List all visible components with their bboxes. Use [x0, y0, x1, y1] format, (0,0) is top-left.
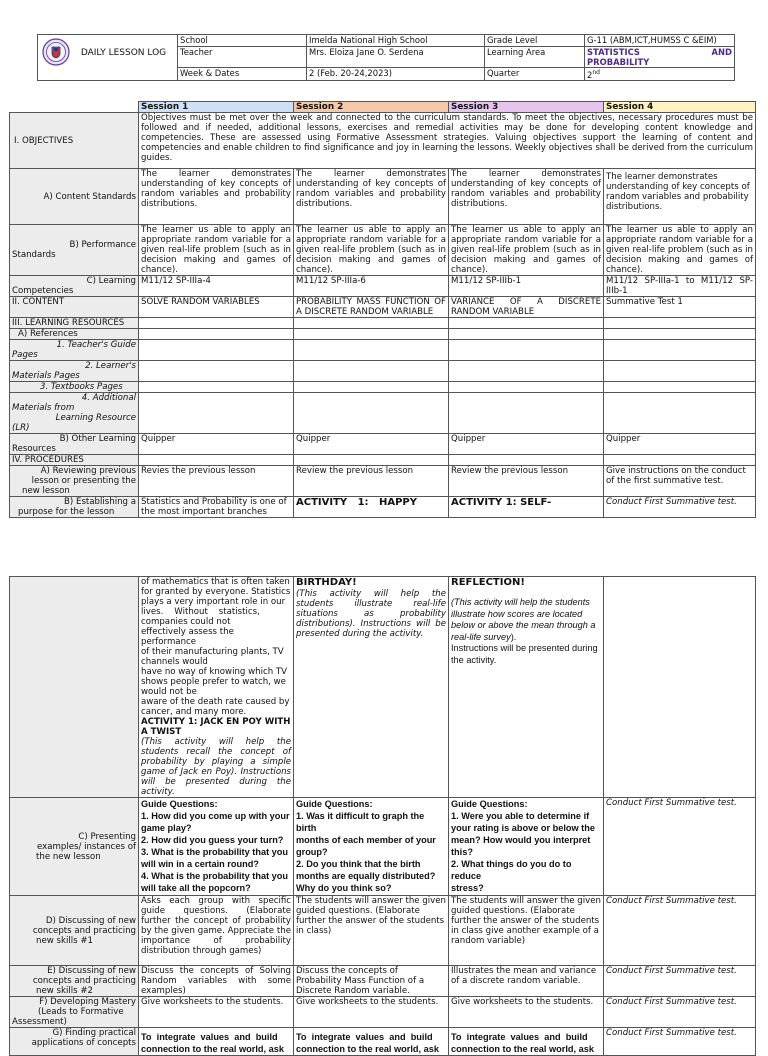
session-2-header: Session 2 — [294, 102, 449, 113]
s1-line: aware of the death rate caused by — [141, 697, 290, 707]
guide-questions-heading: Guide Questions: — [296, 799, 373, 809]
other-resources-s1: Quipper — [139, 434, 294, 455]
finding-applications-s2 — [294, 1028, 449, 1056]
guide-line: months of each member of your — [296, 835, 436, 845]
performance-standards-s4: The learner us able to apply an appropriate random variable for a given real-life problem (such as in decision making and games of chance). — [604, 225, 756, 276]
empty-cell — [139, 329, 294, 340]
guide-line: group? — [296, 847, 328, 857]
guide-line: 3. What is the probability that you — [141, 847, 289, 857]
purpose-continued-s3 — [449, 577, 604, 798]
s1-line: shows people prefer to watch, we — [141, 677, 286, 687]
area-label: Learning Area — [485, 47, 585, 68]
empty-cell — [139, 340, 294, 361]
performance-standards-label — [10, 225, 139, 276]
purpose-continued-s1 — [139, 577, 294, 798]
developing-mastery-s1: Give worksheets to the students. — [139, 997, 294, 1028]
quarter-number: 2 — [587, 69, 593, 80]
discussing-1-s3: The students will answer the given guided questions. (Elaborate further the answer of the students in class give another example of a random variable) — [449, 896, 604, 966]
review-s4: Give instructions on the conduct of the first summative test. — [604, 466, 756, 497]
finding-applications-s4: Conduct First Summative test. — [604, 1028, 756, 1056]
s1-line: of mathematics that is often taken — [141, 577, 290, 587]
developing-mastery-label — [10, 997, 139, 1028]
s3-activity-note-end: ). — [510, 631, 517, 642]
add-line-1: 4. Additional — [81, 393, 136, 403]
empty-cell — [294, 318, 449, 329]
lm-line-2: Materials Pages — [12, 371, 80, 381]
empty-cell — [294, 329, 449, 340]
discussing-2-s4: Conduct First Summative test. — [604, 966, 756, 997]
discussing-2-s3: Illustrates the mean and variance of a discrete random variable. — [449, 966, 604, 997]
discussing-2-s1: Discuss the concepts of Solving Random variables with some examples) — [139, 966, 294, 997]
empty-cell — [139, 382, 294, 393]
s1-line: of their manufacturing plants, TV — [141, 647, 284, 657]
discussing-1-s2: The students will answer the given guided questions. (Elaborate further the answer of the students in class) — [294, 896, 449, 966]
performance-standards-s2: The learner us able to apply an appropriate random variable for a given real-life problem (such as in decision making and games of chance). — [294, 225, 449, 276]
empty-cell — [449, 393, 604, 434]
d1-line-2: concepts and practicing — [32, 925, 136, 936]
s1-line: effectively assess the performance — [141, 627, 234, 647]
presenting-s2 — [294, 798, 449, 896]
performance-label-line-1: B) Performance — [69, 240, 136, 250]
review-line-1: A) Reviewing previous — [40, 466, 136, 476]
empty-cell — [604, 329, 756, 340]
grade-label: Grade Level — [485, 35, 585, 47]
add-line-4: (LR) — [12, 423, 30, 433]
review-line-3: new lesson — [22, 486, 70, 496]
additional-materials-label — [10, 393, 139, 434]
establishing-label — [10, 497, 139, 518]
purpose-line-1: B) Establishing a — [64, 497, 136, 507]
s3-activity-note-wrap — [451, 597, 601, 643]
content-s2: PROBABILITY MASS FUNCTION OF A DISCRETE RANDOM VARIABLE — [294, 297, 449, 318]
grade-value: G-11 (ABM,ICT,HUMSS C &EIM) — [585, 35, 735, 47]
content-label: II. CONTENT — [10, 297, 139, 318]
week-label: Week & Dates — [178, 68, 307, 81]
guide-line: will take all the popcorn? — [141, 883, 251, 893]
competencies-s2: M11/12 SP-IIIa-6 — [294, 276, 449, 297]
week-value: 2 (Feb. 20-24,2023) — [307, 68, 485, 81]
quarter-suffix: nd — [592, 69, 600, 76]
g-text-line-1: To integrate values and build — [141, 1032, 278, 1042]
guide-line: mean? How would you interpret — [451, 835, 591, 845]
purpose-s3: ACTIVITY 1: SELF- — [449, 497, 604, 518]
s3-activity-title: REFLECTION! — [451, 577, 525, 588]
s2-activity-title: BIRTHDAY! — [296, 577, 357, 588]
header-table — [37, 34, 735, 81]
procedures-label: IV. PROCEDURES — [10, 455, 139, 466]
purpose-line-2: purpose for the lesson — [18, 507, 115, 517]
purpose-s4: Conduct First Summative test. — [604, 497, 756, 518]
other-resources-s4: Quipper — [604, 434, 756, 455]
presenting-s4: Conduct First Summative test. — [604, 798, 756, 896]
guide-line: your rating is above or below the — [451, 823, 595, 833]
purpose-continued-s2 — [294, 577, 449, 798]
developing-mastery-s4: Conduct First Summative test. — [604, 997, 756, 1028]
s1-line: companies could not — [141, 617, 231, 627]
tg-line-1: 1. Teacher's Guide — [56, 340, 136, 350]
guide-line: will win in a certain round? — [141, 859, 259, 869]
competencies-s4: M11/12 SP-IIIa-1 to M11/12 SP-IIIb-1 — [604, 276, 756, 297]
session-4-header: Session 4 — [604, 102, 756, 113]
review-s2: Review the previous lesson — [294, 466, 449, 497]
s1-activity-title: ACTIVITY 1: JACK EN POY WITH A TWIST — [141, 717, 291, 737]
empty-cell — [604, 382, 756, 393]
developing-mastery-s2: Give worksheets to the students. — [294, 997, 449, 1028]
purpose-continued-s4 — [604, 577, 756, 798]
empty-cell — [294, 382, 449, 393]
purpose-s2: ACTIVITY 1: HAPPY — [294, 497, 449, 518]
tg-line-2: Pages — [12, 350, 38, 360]
empty-cell — [449, 361, 604, 382]
empty-cell — [449, 318, 604, 329]
f-line-3: Assessment) — [12, 1017, 67, 1027]
discussing-1-s1: Asks each group with specific guide questions. (Elaborate further the concept of probability by the given game. Appreciate the importance of probability distribution through games) — [139, 896, 294, 966]
competencies-label-line-2: Competencies — [12, 286, 74, 296]
g-text-line-2: connection to the real world, ask — [296, 1044, 439, 1054]
s2-activity-note: (This activity will help the students illustrate real-life situations as probability distributions). Instructions will be presented during the activity. — [296, 589, 446, 639]
empty-cell — [604, 340, 756, 361]
add-line-3: Learning Resource — [55, 413, 136, 423]
guide-line: 4. What is the probability that you — [141, 871, 289, 881]
add-line-2: Materials from — [12, 403, 75, 413]
lesson-table-page-1 — [9, 101, 756, 518]
area-value-word-3: PROBABILITY — [587, 57, 650, 67]
textbooks-label: 3. Textbooks Pages — [10, 382, 139, 393]
guide-line: months are equally distributed? — [296, 871, 436, 881]
guide-line: 2. What things do you do to reduce — [451, 859, 572, 881]
lesson-table-page-2 — [9, 576, 756, 1056]
finding-applications-label — [10, 1028, 139, 1056]
other-line-1: B) Other Learning — [59, 434, 136, 444]
empty-cell — [449, 329, 604, 340]
presenting-s1 — [139, 798, 294, 896]
presenting-line-2: examples/ instances of — [37, 841, 136, 852]
school-label: School — [178, 35, 307, 47]
s3-activity-note: (This activity will help the students illustrate how scores are located below or above the mean through a real-life survey — [451, 597, 596, 642]
objectives-label: I. OBJECTIVES — [10, 113, 139, 169]
empty-cell — [604, 361, 756, 382]
d1-line-1: D) Discussing of new — [45, 915, 136, 926]
guide-line: this? — [451, 847, 473, 857]
empty-cell — [294, 393, 449, 434]
empty-cell — [449, 455, 604, 466]
s1-line: lives. Without statistics, — [141, 607, 260, 617]
s1-line: cancer, and many more. — [141, 707, 247, 717]
empty-cell — [604, 455, 756, 466]
competencies-s3: M11/12 SP-IIIb-1 — [449, 276, 604, 297]
teacher-value: Mrs. Eloiza Jane O. Serdena — [307, 47, 485, 68]
teacher-label: Teacher — [178, 47, 307, 68]
guide-line: game play? — [141, 823, 192, 833]
other-resources-s2: Quipper — [294, 434, 449, 455]
empty-cell — [139, 455, 294, 466]
empty-cell — [604, 393, 756, 434]
content-s3: VARIANCE OF A DISCRETE RANDOM VARIABLE — [449, 297, 604, 318]
empty-cell — [604, 318, 756, 329]
content-standards-s4: The learner demonstrates understanding of key concepts of random variables and probability distributions. — [604, 169, 756, 225]
competencies-label — [10, 276, 139, 297]
f-line-2: (Leads to Formative — [38, 1007, 124, 1017]
lm-line-1: 2. Learner's — [85, 361, 136, 371]
presenting-line-3: the new lesson — [36, 851, 101, 862]
school-value: Imelda National High School — [307, 35, 485, 47]
competencies-label-line-1: C) Learning — [86, 276, 136, 286]
session-1-header: Session 1 — [139, 102, 294, 113]
guide-line: 1. How did you come up with your — [141, 811, 290, 821]
f-line-1: F) Developing Mastery — [39, 997, 136, 1007]
performance-standards-s3: The learner us able to apply an appropriate random variable for a given real-life problem (such as in decision making and games of chance). — [449, 225, 604, 276]
s1-line: would not be — [141, 687, 197, 697]
d2-line-1: E) Discussing of new — [47, 966, 136, 976]
d2-line-3: new skills #2 — [36, 986, 93, 996]
empty-cell — [449, 340, 604, 361]
empty-cell — [294, 361, 449, 382]
d2-line-2: concepts and practicing — [32, 976, 136, 986]
presenting-line-1: C) Presenting — [78, 831, 136, 842]
other-resources-label — [10, 434, 139, 455]
empty-cell — [449, 382, 604, 393]
g-text-line-1: To integrate values and build — [451, 1032, 588, 1042]
discussing-1-label — [10, 896, 139, 966]
g-text-line-2: connection to the real world, ask — [141, 1044, 284, 1054]
s1-line: plays a very important role in our — [141, 597, 286, 607]
purpose-label-continued — [10, 577, 139, 798]
finding-applications-s3 — [449, 1028, 604, 1056]
d1-line-3: new skills #1 — [36, 935, 93, 946]
area-value-word-2: AND — [711, 47, 732, 57]
performance-label-line-2: Standards — [12, 250, 56, 260]
quarter-value — [585, 68, 735, 81]
guide-line: stress? — [451, 883, 484, 893]
competencies-s1: M11/12 SP-IIIa-4 — [139, 276, 294, 297]
developing-mastery-s3: Give worksheets to the students. — [449, 997, 604, 1028]
blank-corner — [10, 102, 139, 113]
session-3-header: Session 3 — [449, 102, 604, 113]
quarter-label: Quarter — [485, 68, 585, 81]
g-text-line-1: To integrate values and build — [296, 1032, 433, 1042]
s1-line: channels would — [141, 657, 208, 667]
s1-line: for granted by everyone. Statistics — [141, 587, 291, 597]
guide-line: 2. Do you think that the birth — [296, 859, 421, 869]
g-text-line-2: connection to the real world, ask — [451, 1044, 594, 1054]
guide-line: 1. Were you able to determine if — [451, 811, 590, 821]
empty-cell — [294, 455, 449, 466]
area-value-word-1: STATISTICS — [587, 47, 640, 57]
discussing-2-label — [10, 966, 139, 997]
reviewing-label — [10, 466, 139, 497]
discussing-1-s4: Conduct First Summative test. — [604, 896, 756, 966]
review-s1: Revies the previous lesson — [139, 466, 294, 497]
guide-questions-heading: Guide Questions: — [451, 799, 528, 809]
s1-activity-note: (This activity will help the students recall the concept of probability by playing a simple game of Jack en Poy). Instructions will be presented during the activity. — [141, 737, 291, 797]
area-value — [585, 47, 735, 68]
empty-cell — [139, 361, 294, 382]
presenting-label — [10, 798, 139, 896]
other-line-2: Resources — [12, 444, 56, 454]
discussing-2-s2: Discuss the concepts of Probability Mass Function of a Discrete Random variable. — [294, 966, 449, 997]
references-label: A) References — [10, 329, 139, 340]
presenting-s3 — [449, 798, 604, 896]
learners-materials-label — [10, 361, 139, 382]
review-s3: Review the previous lesson — [449, 466, 604, 497]
content-standards-s1: The learner demonstrates understanding of key concepts of random variables and probability distributions. — [139, 169, 294, 225]
guide-line: 2. How did you guess your turn? — [141, 835, 284, 845]
content-standards-s3: The learner demonstrates understanding of key concepts of random variables and probability distributions. — [449, 169, 604, 225]
content-standards-label: A) Content Standards — [10, 169, 139, 225]
s1-line: have no way of knowing which TV — [141, 667, 288, 677]
g-line-2: applications of concepts — [31, 1038, 136, 1048]
empty-cell — [139, 318, 294, 329]
finding-applications-s1 — [139, 1028, 294, 1056]
empty-cell — [139, 393, 294, 434]
performance-standards-s1: The learner us able to apply an appropriate random variable for a given real-life problem (such as in decision making and games of chance). — [139, 225, 294, 276]
deped-seal-icon — [42, 38, 70, 68]
other-resources-s3: Quipper — [449, 434, 604, 455]
header-title: DAILY LESSON LOG — [80, 48, 167, 58]
header-brand-cell — [38, 35, 178, 81]
s3-activity-instructions: Instructions will be presented during the activity. — [451, 643, 598, 665]
objectives-text: Objectives must be met over the week and connected to the curriculum standards. To meet the objectives, necessary procedures must be followed and if needed, additional lessons, exercises and remedial activities may be done for developing content knowledge and competencies. These are assessed using Formative Assessment strategies. Valuing objectives support the learning of content and competencies and enable children to find significance and joy in learning the lessons. Weekly objectives shall be derived from the curriculum guides. — [139, 113, 756, 169]
guide-line: 1. Was it difficult to graph the birth — [296, 811, 425, 833]
g-line-1: G) Finding practical — [52, 1028, 136, 1038]
guide-questions-heading: Guide Questions: — [141, 799, 218, 809]
empty-cell — [294, 340, 449, 361]
teachers-guide-label — [10, 340, 139, 361]
content-standards-s2: The learner demonstrates understanding of key concepts of random variables and probability distributions. — [294, 169, 449, 225]
guide-line: Why do you think so? — [296, 883, 392, 893]
purpose-s1: Statistics and Probability is one of the most important branches — [139, 497, 294, 518]
content-s1: SOLVE RANDOM VARIABLES — [139, 297, 294, 318]
review-line-2: lesson or presenting the — [31, 476, 136, 486]
resources-label: III. LEARNING RESOURCES — [10, 318, 139, 329]
content-s4: Summative Test 1 — [604, 297, 756, 318]
